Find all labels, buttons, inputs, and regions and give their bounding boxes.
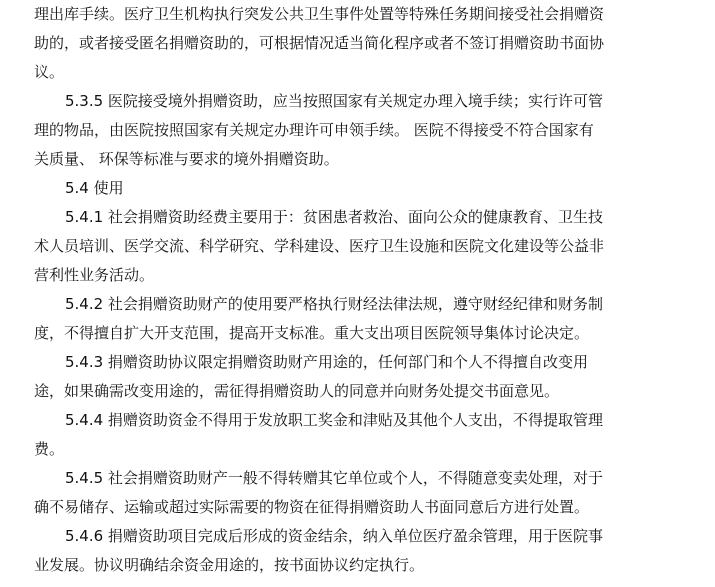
paragraph-5-3-5 xyxy=(34,87,674,174)
paragraph-intro xyxy=(34,0,674,87)
text-line: 费。 xyxy=(34,440,65,458)
text-line: 营利性业务活动。 xyxy=(34,266,155,284)
text-line: 5.4.6 捐赠资助项目完成后形成的资金结余，纳入单位医疗盈余管理，用于医院事 xyxy=(65,527,603,545)
section-heading: 5.4 使用 xyxy=(65,179,124,197)
text-line: 途，如果确需改变用途的，需征得捐赠资助人的同意并向财务处提交书面意见。 xyxy=(34,382,560,400)
text-line: 助的，或者接受匿名捐赠资助的，可根据情况适当简化程序或者不签订捐赠资助书面协 xyxy=(34,34,605,52)
text-line: 业发展。协议明确结余资金用途的，按书面协议约定执行。 xyxy=(34,556,425,574)
text-line: 关质量、 环保等标准与要求的境外捐赠资助。 xyxy=(34,150,339,168)
text-line: 度，不得擅自扩大开支范围，提高开支标准。重大支出项目医院领导集体讨论决定。 xyxy=(34,324,590,342)
text-line: 理的物品，由医院按照国家有关规定办理许可申领手续。 医院不得接受不符合国家有 xyxy=(34,121,594,139)
paragraph-5-4-6 xyxy=(34,522,674,580)
paragraph-5-4-2 xyxy=(34,290,674,348)
paragraph-5-4-5 xyxy=(34,464,674,522)
paragraph-5-4-3 xyxy=(34,348,674,406)
text-line: 术人员培训、医学交流、科学研究、学科建设、医疗卫生设施和医院文化建设等公益非 xyxy=(34,237,605,255)
paragraph-5-4-4 xyxy=(34,406,674,464)
text-line: 5.3.5 医院接受境外捐赠资助，应当按照国家有关规定办理入境手续；实行许可管 xyxy=(65,92,603,110)
text-line: 议。 xyxy=(34,63,65,81)
section-heading-5-4 xyxy=(34,174,674,203)
document-body xyxy=(34,0,674,580)
text-line: 5.4.3 捐赠资助协议限定捐赠资助财产用途的，任何部门和个人不得擅自改变用 xyxy=(65,353,588,371)
paragraph-5-4-1 xyxy=(34,203,674,290)
text-line: 理出库手续。医疗卫生机构执行突发公共卫生事件处置等特殊任务期间接受社会捐赠资 xyxy=(34,5,605,23)
text-line: 5.4.1 社会捐赠资助经费主要用于：贫困患者救治、面向公众的健康教育、卫生技 xyxy=(65,208,603,226)
text-line: 5.4.2 社会捐赠资助财产的使用要严格执行财经法律法规，遵守财经纪律和财务制 xyxy=(65,295,603,313)
text-line: 5.4.5 社会捐赠资助财产一般不得转赠其它单位或个人，不得随意变卖处理，对于 xyxy=(65,469,603,487)
text-line: 5.4.4 捐赠资助资金不得用于发放职工奖金和津贴及其他个人支出，不得提取管理 xyxy=(65,411,603,429)
text-line: 确不易储存、运输或超过实际需要的物资在征得捐赠资助人书面同意后方进行处置。 xyxy=(34,498,590,516)
